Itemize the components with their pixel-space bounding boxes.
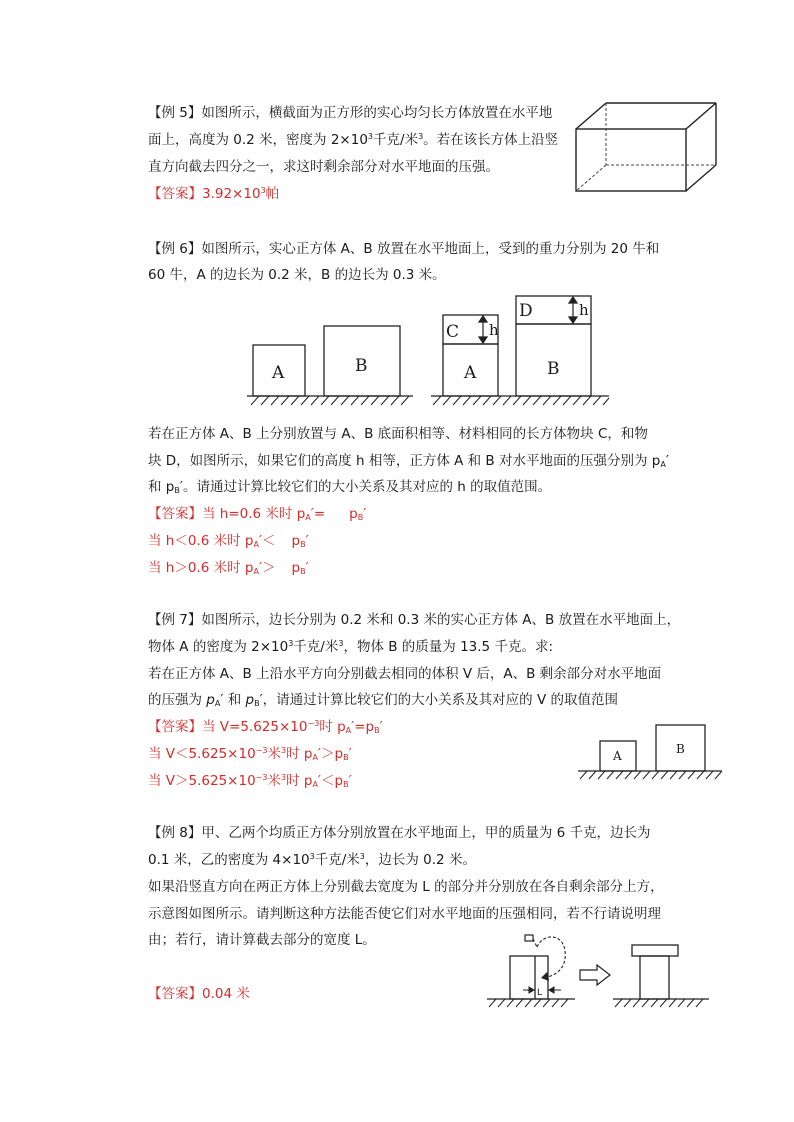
ex5-cuboid-figure xyxy=(574,101,720,193)
ex6-figure xyxy=(245,294,613,412)
ex8-result-pillar xyxy=(640,956,669,999)
ex7-answer-3: 当 $V>5.625\times 10^{-3}$米$^3$时 $p_A'<p_B'$ xyxy=(148,773,352,789)
ex8-figure xyxy=(485,925,713,1010)
ex8-answer: 【答案】0.04 米 xyxy=(148,986,250,1002)
ex5-question-line3: 直方向截去四分之一，求这时剩余部分对水平地面的压强。 xyxy=(148,159,499,175)
ex5-answer: 【答案】$3.92\times 10^3$帕 xyxy=(148,186,280,202)
ex6-label-d: D xyxy=(519,301,533,321)
ex6-answer-2: 当 h＜0.6 米时 $p_A'< p_B'$ xyxy=(148,533,309,549)
ex6-label-h1: h xyxy=(489,321,499,339)
ex6-question-line4: 块 D，如图所示，如果它们的高度 h 相等，正方体 A 和 B 对水平地面的压强分别为 $p_A'$ xyxy=(148,453,669,469)
ex6-question-line1: 【例 6】如图所示，实心正方体 A、B 放置在水平地面上，受到的重力分别为 20 牛和 xyxy=(148,241,660,257)
ex6-answer-3: 当 h＞0.6 米时 $p_A'> p_B'$ xyxy=(148,560,309,576)
ex5-question-line2: 面上，高度为 0.2 米，密度为 $2\times 10^3$千克/米$^3$。若在该长方体上沿竖 xyxy=(148,132,559,148)
ex6-question-line2: 60 牛，A 的边长为 0.2 米，B 的边长为 0.3 米。 xyxy=(148,267,446,283)
ex8-question-line3: 如果沿竖直方向在两正方体上分别截去宽度为 L 的部分并分别放在各自剩余部分上方， xyxy=(148,879,664,895)
ex6-label-b: B xyxy=(355,356,368,376)
ex6-label-a2: A xyxy=(464,363,477,383)
ex8-question-line5: 由；若行，请计算截去部分的宽度 L。 xyxy=(148,932,376,948)
ex7-question-line1: 【例 7】如图所示，边长分别为 0.2 米和 0.3 米的实心正方体 A、B 放置在水平地面上， xyxy=(148,612,681,628)
ex6-label-c: C xyxy=(446,322,460,342)
ex5-question-line1: 【例 5】如图所示，横截面为正方形的实心均匀长方体放置在水平地 xyxy=(148,105,553,121)
ex7-figure xyxy=(576,722,724,782)
ex6-question-line5: 和 $p_B'$。请通过计算比较它们的大小关系及其对应的 h 的取值范围。 xyxy=(148,479,552,495)
ex8-right-arrow xyxy=(580,965,610,985)
ex6-label-b2: B xyxy=(547,359,560,379)
ex8-question-line2: 0.1 米，乙的密度为 $4\times 10^3$千克/米$^3$，边长为 0.2 米。 xyxy=(148,852,476,868)
ex7-question-line2: 物体 A 的密度为 $2\times 10^3$千克/米$^3$，物体 B 的质量为 13.5 千克。求: xyxy=(148,639,553,655)
ex8-question-line4: 示意图如图所示。请判断这种方法能否使它们对水平地面的压强相同，若不行请说明理 xyxy=(148,906,661,922)
ex6-question-line3: 若在正方体 A、B 上分别放置与 A、B 底面积相等、材料相同的长方体物块 C，和物 xyxy=(148,426,648,442)
ex8-result-top xyxy=(632,945,678,956)
ex7-label-a: A xyxy=(613,749,622,763)
ex7-answer-2: 当 $V<5.625\times 10^{-3}$米$^3$时 $p_A'>p_B'$ xyxy=(148,746,352,762)
ex6-label-h2: h xyxy=(579,301,589,319)
ex6-label-a: A xyxy=(272,363,285,383)
ex7-question-line4: 的压强为 $p_A'$ 和 $p_B'$，请通过计算比较它们的大小关系及其对应的 V 的取值范围 xyxy=(148,692,618,708)
ex7-question-line3: 若在正方体 A、B 上沿水平方向分别截去相同的体积 V 后，A、B 剩余部分对水平地面 xyxy=(148,666,662,682)
ex7-label-b: B xyxy=(676,742,685,756)
ex8-label-l: L xyxy=(537,988,543,998)
ex7-answer-1: 【答案】当 $V=5.625\times 10^{-3}$时 $p_A'=p_B'$ xyxy=(148,719,383,735)
ex6-answer-1: 【答案】当 h=0.6 米时 $p_A'= p_B'$ xyxy=(148,506,367,522)
ex8-question-line1: 【例 8】甲、乙两个均质正方体分别放置在水平地面上，甲的质量为 6 千克，边长为 xyxy=(148,825,651,841)
